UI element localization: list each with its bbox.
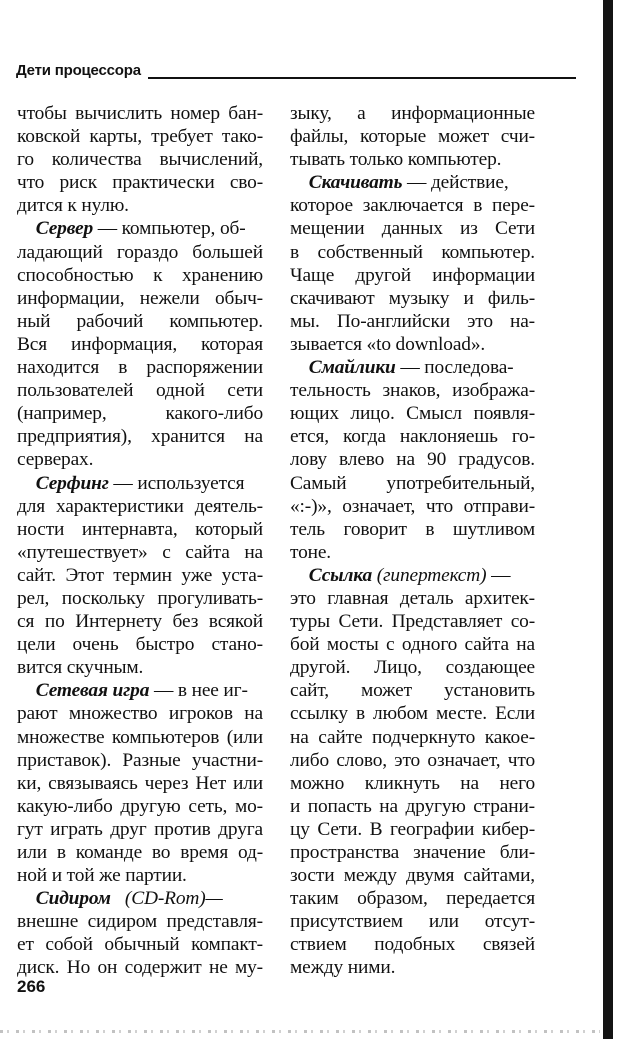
entry-network-game [17,679,263,887]
entry-first-line: Серфинг — используется [35,472,245,494]
text-line: Самый употребительный, [290,472,535,494]
text-line: мы. По-английски это на- [290,310,535,332]
text-line: ности интернавта, который [17,518,263,540]
text-line: внешне сидиром представля- [17,911,263,933]
text-line: которое заключается в пере- [290,195,535,217]
text-line: «путешествует» с сайта на [17,541,263,563]
text-line: таким образом, передается [290,888,535,910]
text-line: либо слово, это означает, что [290,749,535,771]
text-line: тель говорит в шутливом [290,518,535,540]
text-line: туры Сети. Представляет со- [290,611,535,633]
entry-first-line: Сервер — компьютер, об- [35,218,246,240]
text-line: зывается «to download». [290,333,486,355]
entry-first-line: Скачивать — действие, [308,172,509,194]
text-line: можно кликнуть на него [290,772,535,794]
text-line: Вся информация, которая [17,333,263,355]
text-line: цели очень быстро стано- [17,634,263,656]
header-title: Дети процессора [16,62,141,79]
text-line: или в команде во время од- [17,842,263,863]
text-line: (например, какого-либо [17,403,263,425]
text-line: зости между двумя сайтами, [290,865,535,887]
text-line: диск. Но он содержит не му- [17,957,263,979]
text-line: сайт, может установить [290,680,535,702]
text-line: способностью к хранению [17,264,263,286]
text-line: ладающий гораздо большей [17,241,263,263]
left-column [17,102,263,980]
right-column [290,102,535,980]
text-line: серверах. [17,449,94,471]
term-download: Скачивать [308,172,403,194]
text-line: «:-)», означает, что отправи- [290,495,535,517]
text-line: файлы, которые может счи- [290,126,535,148]
text-line: для характеристики деятель- [17,495,263,517]
text-line: приставок). Разные участни- [17,749,263,771]
text-line: тельность знаков, изобража- [290,380,535,402]
entry-smileys [290,356,535,564]
text-line: другой. Лицо, создающее [290,657,535,679]
text-line: тоне. [290,541,331,563]
term-surfing: Серфинг [35,472,109,494]
entry-link [290,564,535,980]
text-line: ссылку в любом месте. Если [290,703,535,725]
entry-surfing [17,472,263,680]
term-server: Сервер [35,218,93,240]
text-line: пользователей одной сети [17,380,263,402]
entry-download [290,171,535,356]
text-line: находится в распоряжении [17,357,263,379]
text-line: ется, когда наклоняешь го- [290,426,535,448]
text-line: между ними. [290,957,396,979]
term-cdrom: Сидиром [35,888,111,910]
text-line: сайт. Этот термин уже уста- [17,564,263,586]
entry-first-line: Сетевая игра — в нее иг- [35,680,248,702]
text-line: Чаще другой информации [290,264,535,286]
text-line: рел, поскольку прогуливать- [17,587,263,609]
text-line: чтобы вычислить номер бан- [17,103,263,124]
entry-first-line: Сидиром (CD-Rom)— [35,888,223,910]
text-line: зыку, а информационные [290,103,535,124]
text-line: ный рабочий компьютер. [17,310,263,332]
text-line: дится к нулю. [17,195,129,217]
text-line: рают множество игроков на [17,703,263,725]
text-line: бой мосты с одного сайта на [290,634,535,656]
scan-edge-bar [603,0,613,1039]
text-line: мещении данных из Сети [290,218,535,240]
text-line: и попасть на другую страни- [290,795,535,817]
text-line: ющих лицо. Смысл появля- [290,403,535,425]
entry-first-line: Смайлики — последова- [308,357,514,379]
text-line: присутствием или отсут- [290,911,535,933]
text-line: ки, связываясь через Нет или [17,772,263,794]
text-line: го количества вычислений, [17,149,263,171]
text-line: тывать только компьютер. [290,149,502,171]
text-line: скачивают музыку и филь- [290,287,535,309]
text-line: это главная деталь архитек- [290,587,535,609]
entry-server [17,217,263,471]
term-link: Ссылка [308,564,373,586]
text-line: на сайте подчеркнуто какое- [290,726,535,748]
text-line: предприятия), хранится на [17,426,263,448]
text-line: информации, нежели обыч- [17,287,263,309]
text-line: лову влево на 90 градусов. [290,449,535,471]
running-header [16,60,576,86]
text-line: вится скучным. [17,657,144,679]
term-smileys: Смайлики [308,357,396,379]
text-line: множестве компьютеров (или [17,726,263,748]
term-network-game: Сетевая игра [35,680,150,702]
text-line: пространства значение бли- [290,842,535,863]
entry-first-line: Ссылка (гипертекст) — [308,564,511,586]
page-number: 266 [17,977,46,996]
text-line: ковской карты, требует тако- [17,126,263,148]
text-line: в собственный компьютер. [290,241,535,263]
entry-cdrom [17,887,263,979]
text-line: ствием подобных связей [290,934,535,956]
text-line: цу Сети. В географии кибер- [290,818,535,840]
text-line: ной и той же партии. [17,865,187,887]
text-line: ся по Интернету без всякой [17,611,263,633]
text-line: гут играть друг против друга [17,818,263,840]
header-rule [148,77,576,79]
text-line: какую-либо другую сеть, мо- [17,795,263,817]
text-line: что риск практически сво- [17,172,263,194]
text-line: ет собой обычный компакт- [17,934,263,956]
scan-bottom-edge [0,1030,600,1033]
